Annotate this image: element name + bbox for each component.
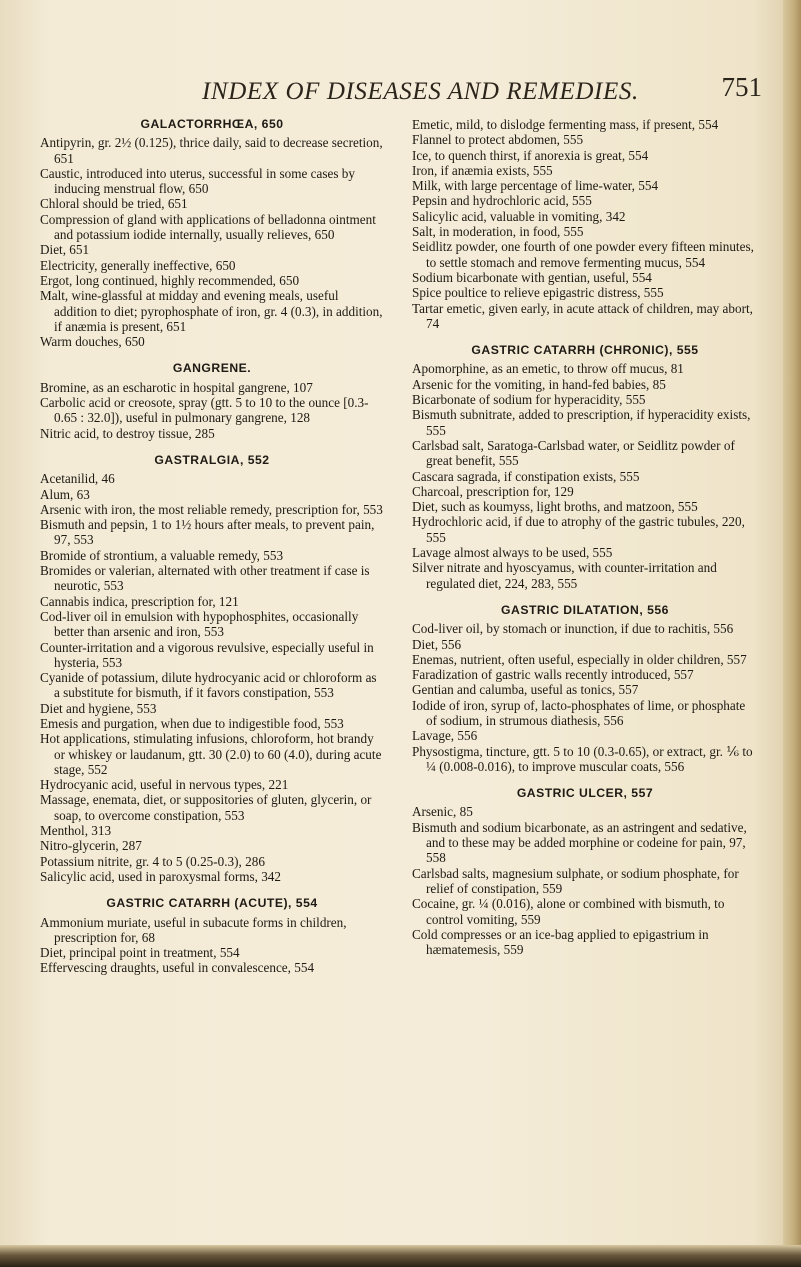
index-entry: Ergot, long continued, highly recommended, 650 [40, 272, 300, 288]
index-entry: Alum, 63 [40, 486, 90, 502]
index-entry: Acetanilid, 46 [40, 471, 115, 487]
index-entry: Bismuth and sodium bicarbonate, as an astringent and sedative, and to these may be added morphine or codeine for pain, 97, 558 [412, 819, 747, 866]
index-entry: Cascara sagrada, if constipation exists, 555 [412, 468, 640, 484]
index-entry: Silver nitrate and hyoscyamus, with counter-irritation and regulated diet, 224, 283, 555 [412, 560, 717, 591]
page-header [202, 72, 762, 112]
index-entry: Chloral should be tried, 651 [40, 196, 188, 212]
index-entry: Electricity, generally ineffective, 650 [40, 257, 236, 273]
index-entry: Iron, if anæmia exists, 555 [412, 162, 553, 178]
index-entry: Iodide of iron, syrup of, lacto-phosphates of lime, or phosphate of sodium, in strumous diathesis, 556 [412, 697, 746, 728]
index-entry: Nitric acid, to destroy tissue, 285 [40, 425, 215, 441]
index-entry: Lavage almost always to be used, 555 [412, 545, 613, 561]
page-number: 751 [721, 72, 762, 102]
index-entry: Cannabis indica, prescription for, 121 [40, 593, 239, 609]
index-entry: Counter-irritation and a vigorous revulsive, especially useful in hysteria, 553 [40, 639, 374, 670]
section-heading: GANGRENE. [172, 361, 252, 376]
index-entry: Spice poultice to relieve epigastric distress, 555 [412, 285, 664, 301]
index-entry: Cocaine, gr. ¼ (0.016), alone or combined with bismuth, to control vomiting, 559 [412, 896, 725, 927]
index-entry: Gentian and calumba, useful as tonics, 557 [412, 682, 639, 698]
index-entry: Cold compresses or an ice-bag applied to epigastrium in hæmatemesis, 559 [412, 926, 709, 958]
index-entry: Carbolic acid or creosote, spray (gtt. 5 to 10 to the ounce [0.3-0.65 : 32.0]), useful in pulmonary gangrene, 128 [40, 395, 369, 426]
index-entry: Bicarbonate of sodium for hyperacidity, 555 [412, 392, 646, 408]
index-entry: Bismuth subnitrate, added to prescription, if hyperacidity exists, 555 [412, 407, 751, 438]
running-head: INDEX OF DISEASES AND REMEDIES. [202, 78, 639, 105]
index-entry: Salicylic acid, valuable in vomiting, 342 [412, 208, 626, 224]
index-entry: Seidlitz powder, one fourth of one powder every fifteen minutes, to settle stomach and remove fermenting mucus, 554 [412, 239, 754, 270]
index-entry: Lavage, 556 [412, 728, 478, 744]
index-entry: Malt, wine-glassful at midday and evening meals, useful addition to diet; pyrophosphate of iron, gr. 4 (0.3), in addition, if anæmia is present, 651 [40, 288, 383, 334]
index-entry: Salicylic acid, used in paroxysmal forms, 342 [40, 868, 281, 884]
index-entry: Diet, such as koumyss, light broths, and matzoon, 555 [412, 499, 698, 515]
index-entry: Diet, 556 [412, 636, 462, 652]
index-entry: Diet, principal point in treatment, 554 [40, 945, 240, 961]
right-column [412, 117, 758, 957]
index-entry: Emesis and purgation, when due to indigestible food, 553 [40, 715, 344, 731]
index-entry: Carlsbad salt, Saratoga-Carlsbad water, or Seidlitz powder of great benefit, 555 [412, 437, 735, 469]
index-entry: Cod-liver oil, by stomach or inunction, if due to rachitis, 556 [412, 621, 734, 637]
index-entry: Arsenic with iron, the most reliable remedy, prescription for, 553 [40, 501, 383, 517]
section-heading: GASTRALGIA, 552 [154, 452, 270, 467]
index-entry: Sodium bicarbonate with gentian, useful, 554 [412, 269, 652, 285]
index-entry: Apomorphine, as an emetic, to throw off mucus, 81 [412, 361, 684, 377]
index-entry: Effervescing draughts, useful in convalescence, 554 [40, 960, 315, 976]
index-entry: Salt, in moderation, in food, 555 [412, 224, 584, 240]
index-entry: Warm douches, 650 [40, 334, 145, 350]
index-entry: Pepsin and hydrochloric acid, 555 [412, 193, 592, 209]
index-entry: Charcoal, prescription for, 129 [412, 483, 574, 499]
index-entry: Physostigma, tincture, gtt. 5 to 10 (0.3-0.65), or extract, gr. ⅙ to ¼ (0.008-0.016), to improve muscular coats, 556 [412, 743, 753, 774]
index-entry: Diet, 651 [40, 242, 90, 258]
section-heading: GASTRIC ULCER, 557 [516, 786, 654, 801]
index-entry: Hot applications, stimulating infusions, chloroform, hot brandy or whiskey or laudanum, gtt. 30 (2.0) to 60 (4.0), during acute stage, 552 [40, 731, 382, 777]
index-entry: Flannel to protect abdomen, 555 [412, 132, 584, 148]
index-entry: Bromine, as an escharotic in hospital gangrene, 107 [40, 379, 313, 395]
section-heading: GALACTORRHŒA, 650 [140, 117, 284, 131]
index-entry: Compression of gland with applications of belladonna ointment and potassium iodide internally, usually relieves, 650 [40, 211, 376, 243]
index-entry: Nitro-glycerin, 287 [40, 838, 142, 854]
index-entry: Menthol, 313 [40, 823, 112, 839]
index-entry: Milk, with large percentage of lime-water, 554 [412, 178, 659, 194]
section-heading: GASTRIC CATARRH (ACUTE), 554 [106, 896, 318, 911]
index-entry: Bismuth and pepsin, 1 to 1½ hours after meals, to prevent pain, 97, 553 [40, 517, 375, 548]
index-entry: Carlsbad salts, magnesium sulphate, or sodium phosphate, for relief of constipation, 559 [412, 865, 739, 896]
index-entry: Ammonium muriate, useful in subacute forms in children, prescription for, 68 [40, 914, 347, 945]
index-entry: Emetic, mild, to dislodge fermenting mass, if present, 554 [412, 117, 719, 132]
index-entry: Massage, enemata, diet, or suppositories of gluten, glycerin, or soap, to overcome constipation, 553 [40, 792, 372, 823]
index-entry: Antipyrin, gr. 2½ (0.125), thrice daily, said to decrease secretion, 651 [40, 135, 383, 166]
index-entry: Bromides or valerian, alternated with other treatment if case is neurotic, 553 [40, 563, 370, 594]
page-edge [783, 0, 801, 1267]
index-entry: Hydrocyanic acid, useful in nervous types, 221 [40, 777, 289, 793]
index-entry: Hydrochloric acid, if due to atrophy of the gastric tubules, 220, 555 [412, 514, 745, 545]
index-entry: Bromide of strontium, a valuable remedy, 553 [40, 547, 284, 563]
index-entry: Diet and hygiene, 553 [40, 700, 157, 716]
index-entry: Potassium nitrite, gr. 4 to 5 (0.25-0.3), 286 [40, 853, 265, 869]
index-entry: Cod-liver oil in emulsion with hypophosphites, occasionally better than arsenic and iron, 553 [40, 608, 359, 640]
left-column [40, 117, 384, 976]
index-entry: Arsenic for the vomiting, in hand-fed babies, 85 [412, 376, 666, 392]
index-entry: Cyanide of potassium, dilute hydrocyanic acid or chloroform as a substitute for bismuth, if it favors constipation, 553 [40, 670, 377, 701]
index-entry: Caustic, introduced into uterus, successful in some cases by inducing menstrual flow, 650 [40, 165, 355, 197]
index-entry: Arsenic, 85 [412, 804, 473, 820]
index-entry: Enemas, nutrient, often useful, especially in older children, 557 [412, 651, 747, 667]
index-entry: Tartar emetic, given early, in acute attack of children, may abort, 74 [412, 300, 753, 331]
section-heading: GASTRIC CATARRH (CHRONIC), 555 [471, 343, 699, 358]
index-entry: Ice, to quench thirst, if anorexia is great, 554 [412, 147, 649, 163]
section-heading: GASTRIC DILATATION, 556 [501, 602, 669, 617]
index-entry: Faradization of gastric walls recently introduced, 557 [412, 667, 694, 683]
page-bottom-shadow [0, 1245, 801, 1267]
